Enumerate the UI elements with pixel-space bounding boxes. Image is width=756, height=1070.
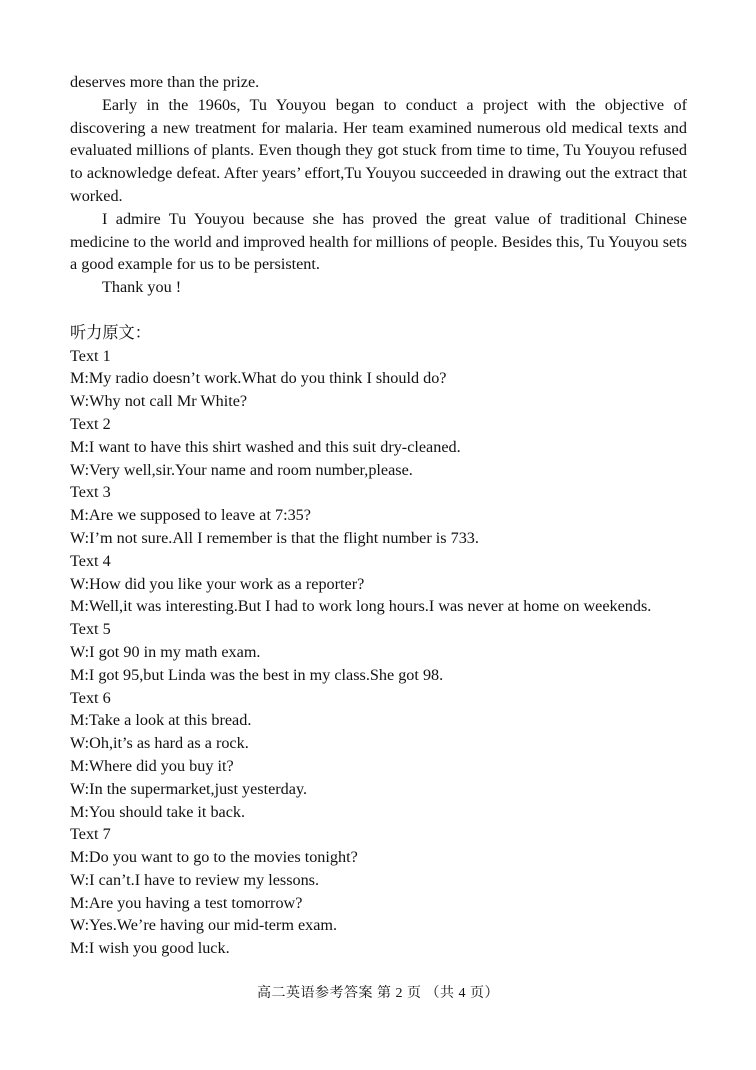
transcript-line: Text 4 <box>70 551 111 570</box>
transcript-line: M:Do you want to go to the movies tonight? <box>70 848 358 867</box>
transcript-line: M:I wish you good luck. <box>70 939 230 958</box>
transcript-line: W:I got 90 in my math exam. <box>70 642 261 661</box>
transcript-line: M:Well,it was interesting.But I had to work long hours.I was never at home on weekends. <box>70 597 652 616</box>
transcript-line: M:You should take it back. <box>70 802 246 821</box>
transcript-line: M:I want to have this shirt washed and this suit dry-cleaned. <box>70 437 461 456</box>
transcript-line: W:I can’t.I have to review my lessons. <box>70 870 320 889</box>
transcript-line: M:Where did you buy it? <box>70 756 234 775</box>
transcript-line: W:How did you like your work as a reporter? <box>70 574 365 593</box>
essay-paragraph-2: I admire Tu Youyou because she has proved the great value of traditional Chinese medicine to the world and improved health for millions of people. Besides this, Tu Youyou sets a good example for us to be persistent. <box>70 209 687 274</box>
transcript-line: Text 1 <box>70 346 111 365</box>
transcript-line: M:Are you having a test tomorrow? <box>70 893 303 912</box>
transcript-line: Text 7 <box>70 825 111 844</box>
transcript-line: Text 5 <box>70 620 111 639</box>
transcript-line: W:Yes.We’re having our mid-term exam. <box>70 916 338 935</box>
essay-paragraph-0: deserves more than the prize. <box>70 73 260 91</box>
essay-paragraph-1: Early in the 1960s, Tu Youyou began to conduct a project with the objective of discovering a new treatment for malaria. Her team examined numerous old medical texts and evaluated millions of plants. Even though they got stuck from time to time, Tu Youyou refused to acknowledge defeat. After years’ effort,Tu Youyou succeeded in drawing out the extract that worked. <box>70 95 687 205</box>
page-content <box>70 71 687 960</box>
transcript-line: M:My radio doesn’t work.What do you think I should do? <box>70 369 447 388</box>
transcript-line: Text 6 <box>70 688 111 707</box>
transcript-line: M:I got 95,but Linda was the best in my class.She got 98. <box>70 665 444 684</box>
transcript-line: W:I’m not sure.All I remember is that the flight number is 733. <box>70 528 479 547</box>
transcript-line: W:In the supermarket,just yesterday. <box>70 779 308 798</box>
transcript-line: W:Oh,it’s as hard as a rock. <box>70 734 249 753</box>
section-gap <box>70 299 687 322</box>
transcript-line: Text 2 <box>70 414 111 433</box>
transcript-line: W:Why not call Mr White? <box>70 392 248 411</box>
transcript-line: M:Are we supposed to leave at 7:35? <box>70 506 311 525</box>
page-footer: 高二英语参考答案 第 2 页 （共 4 页） <box>257 986 499 1001</box>
transcript-heading: 听力原文： <box>70 323 151 342</box>
transcript-line: W:Very well,sir.Your name and room number,please. <box>70 460 413 479</box>
transcript-line: Text 3 <box>70 483 111 502</box>
transcript-line: M:Take a look at this bread. <box>70 711 252 730</box>
essay-closing: Thank you ! <box>102 278 182 297</box>
